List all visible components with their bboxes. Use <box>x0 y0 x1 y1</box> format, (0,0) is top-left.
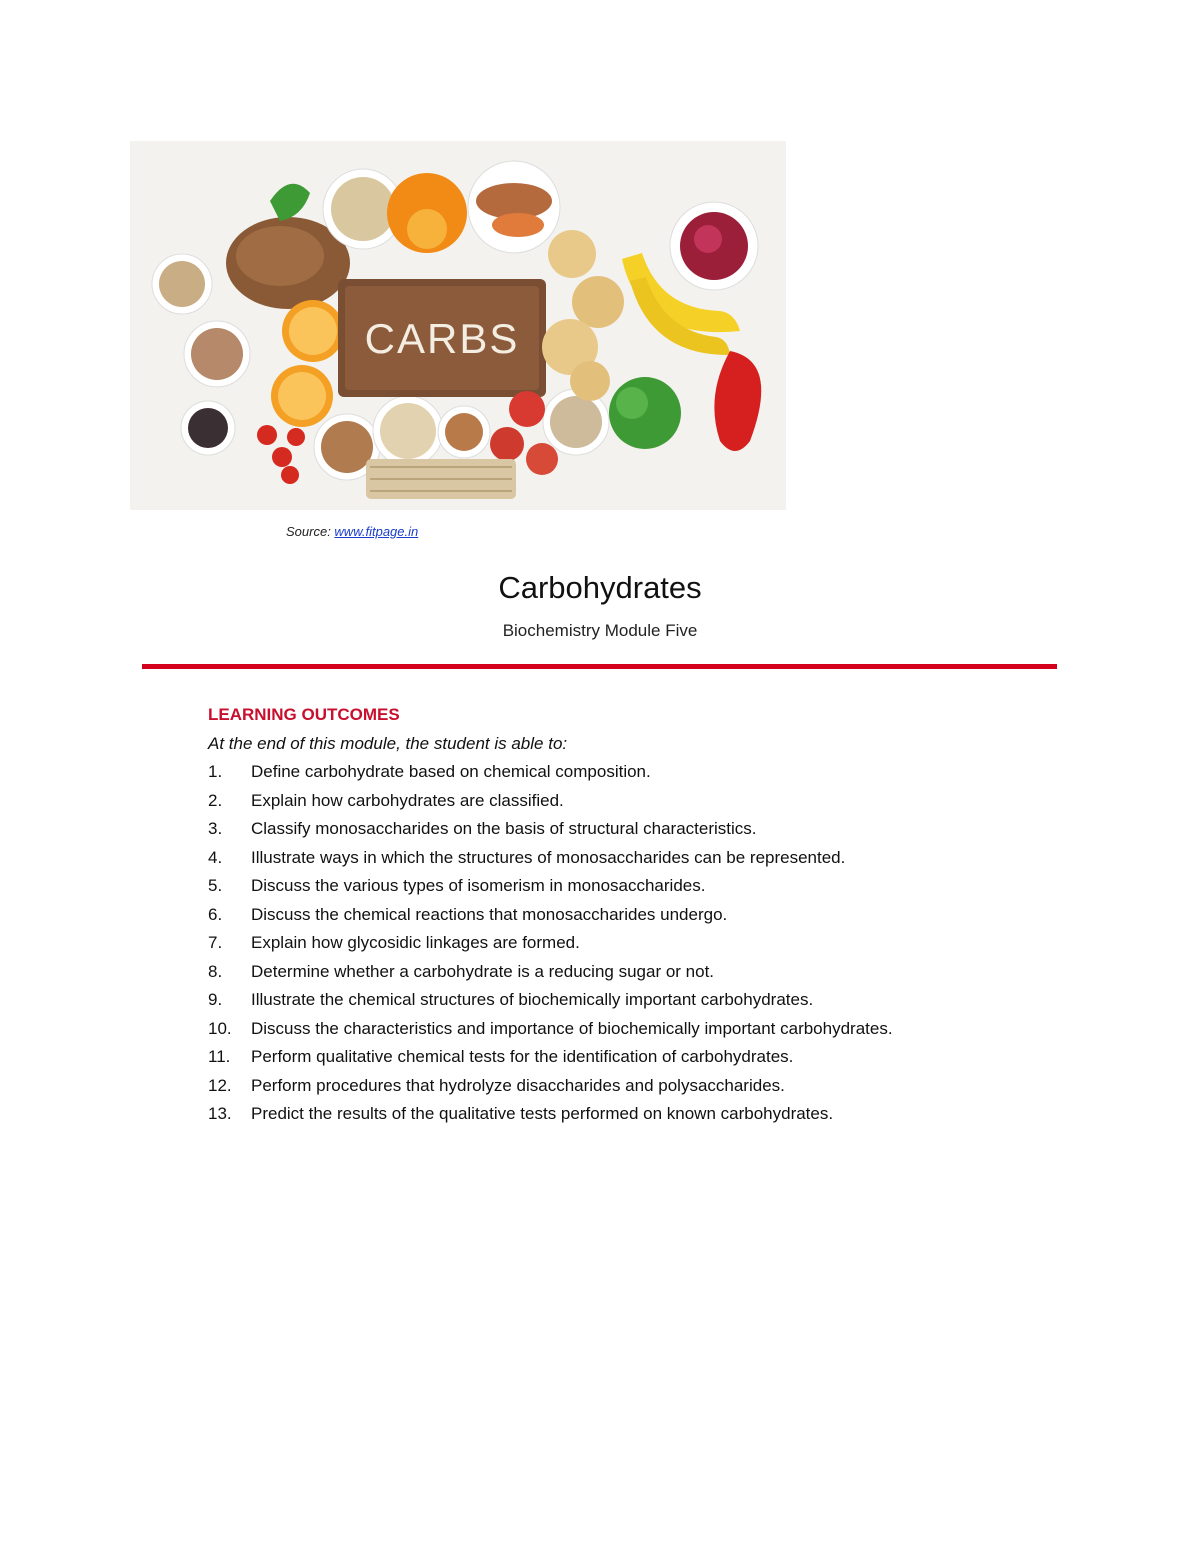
outcome-number: 13. <box>208 1104 232 1123</box>
outcome-text: Predict the results of the qualitative tests performed on known carbohydrates. <box>251 1104 834 1123</box>
outcome-number: 3. <box>208 819 223 838</box>
tomato-1 <box>257 425 277 445</box>
outcome-item <box>208 905 893 934</box>
outcome-number: 5. <box>208 876 223 895</box>
carbs-food-image <box>130 141 786 510</box>
outcome-item <box>208 1076 893 1105</box>
source-prefix: Source: <box>286 524 335 539</box>
title-divider <box>142 664 1057 669</box>
outcome-item <box>208 1047 893 1076</box>
image-source-caption <box>286 524 418 539</box>
outcome-number: 8. <box>208 961 223 981</box>
outcome-text: Explain how carbohydrates are classified. <box>251 790 564 810</box>
outcome-item <box>208 962 893 991</box>
outcome-text: Discuss the characteristics and importance of biochemically important carbohydrates. <box>251 1018 893 1038</box>
outcome-number: 1. <box>208 762 223 781</box>
outcome-number: 12. <box>208 1075 232 1095</box>
learning-outcomes-intro: At the end of this module, the student is able to: <box>208 734 568 753</box>
outcome-item <box>208 1104 893 1133</box>
outcome-item <box>208 1019 893 1048</box>
learning-outcomes-heading: LEARNING OUTCOMES <box>208 705 400 724</box>
outcome-text: Perform qualitative chemical tests for the identification of carbohydrates. <box>251 1047 794 1066</box>
outcome-text: Illustrate the chemical structures of biochemically important carbohydrates. <box>251 990 814 1009</box>
document-title: Carbohydrates <box>498 570 702 605</box>
apple-1 <box>509 391 545 427</box>
outcome-number: 6. <box>208 904 223 924</box>
outcome-number: 10. <box>208 1018 232 1038</box>
document-subtitle: Biochemistry Module Five <box>502 621 698 640</box>
outcome-text: Perform procedures that hydrolyze disaccharides and polysaccharides. <box>251 1075 785 1095</box>
outcome-number: 2. <box>208 790 223 810</box>
outcome-text: Explain how glycosidic linkages are formed. <box>251 933 580 952</box>
outcome-item <box>208 990 893 1019</box>
outcome-text: Discuss the various types of isomerism in monosaccharides. <box>251 876 706 895</box>
outcome-number: 4. <box>208 847 223 867</box>
source-link[interactable]: www.fitpage.in <box>334 524 419 539</box>
pasta-nest-1 <box>548 230 596 278</box>
outcome-text: Illustrate ways in which the structures of monosaccharides can be represented. <box>251 847 846 867</box>
outcome-text: Define carbohydrate based on chemical composition. <box>251 762 651 781</box>
outcome-text: Discuss the chemical reactions that monosaccharides undergo. <box>251 904 728 924</box>
outcome-item <box>208 819 893 848</box>
outcome-item <box>208 762 893 791</box>
outcome-item <box>208 933 893 962</box>
outcome-item <box>208 848 893 877</box>
learning-outcomes-list <box>208 762 893 1133</box>
outcome-text: Determine whether a carbohydrate is a reducing sugar or not. <box>251 961 715 981</box>
outcome-number: 11. <box>208 1047 231 1066</box>
board-text: CARBS <box>364 315 520 362</box>
outcome-text: Classify monosaccharides on the basis of structural characteristics. <box>251 819 757 838</box>
outcome-number: 9. <box>208 990 223 1009</box>
outcome-item <box>208 791 893 820</box>
outcome-number: 7. <box>208 933 223 952</box>
outcome-item <box>208 876 893 905</box>
